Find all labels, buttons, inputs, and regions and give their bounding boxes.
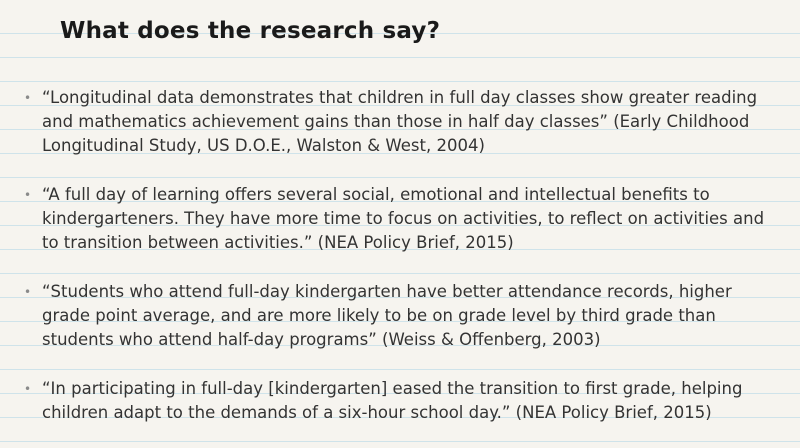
list-item [24, 183, 784, 255]
bullet-dot-icon: • [24, 91, 32, 105]
slide-title: What does the research say? [60, 18, 441, 44]
list-item [24, 377, 784, 425]
bullet-text: “Students who attend full-day kindergarten have better attendance records, higher grade point average, and are more likely to be on grade level by third grade than students who attend half-day programs” (Weiss & Offenberg, 2003) [42, 282, 732, 349]
bullet-list [24, 86, 784, 425]
bullet-text: “Longitudinal data demonstrates that children in full day classes show greater reading and mathematics achievement gains than those in half day classes” (Early Childhood Longitudinal Study, US D.O.E., Walston & West, 2004) [42, 88, 758, 155]
bullet-text: “In participating in full-day [kindergarten] eased the transition to first grade, helping children adapt to the demands of a six-hour school day.” (NEA Policy Brief, 2015) [42, 379, 743, 422]
bullet-dot-icon: • [24, 188, 32, 202]
list-item [24, 280, 784, 352]
bullet-dot-icon: • [24, 285, 32, 299]
list-item [24, 86, 784, 158]
bullet-text: “A full day of learning offers several social, emotional and intellectual benefits to kindergarteners. They have more time to focus on activities, to reflect on activities and to transition between activities.” (NEA Policy Brief, 2015) [42, 185, 765, 252]
bullet-dot-icon: • [24, 382, 32, 396]
